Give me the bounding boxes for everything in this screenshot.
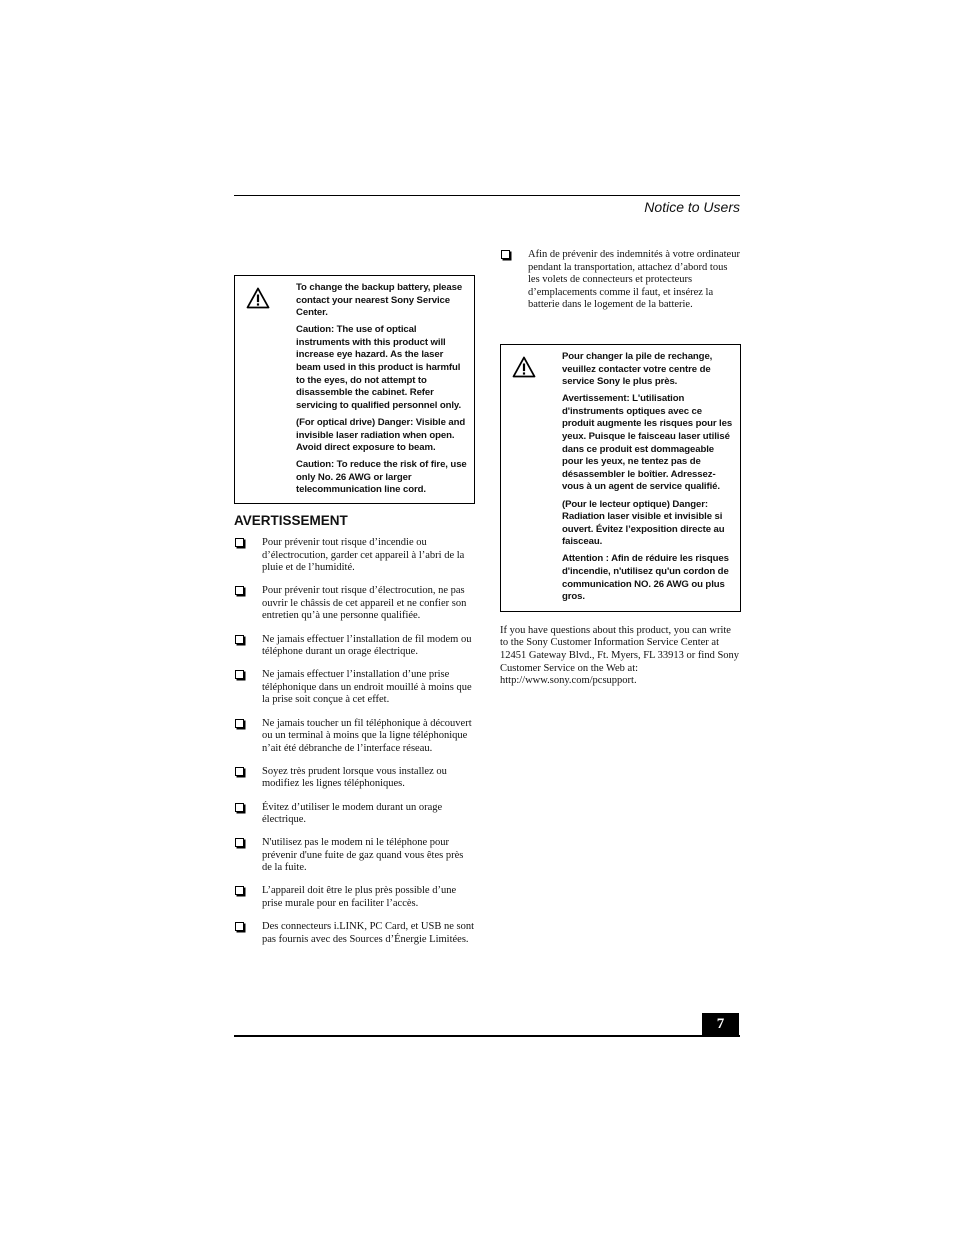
running-title: Notice to Users: [644, 199, 740, 215]
caution-note: Pour changer la pile de rechange, veuillez contacter votre centre de service Sony le plus près.: [562, 350, 713, 388]
warning-list: [234, 537, 475, 946]
caution-note: Avertissement: L'utilisation d'instruments optiques avec ce produit augmente les risques pour les yeux. Puisque le faisceau laser utilisé dans ce produit est dommageable pour les yeux, ne tentez pas de désassembler le boîtier. Adressez-vous à un agent de service qualifié.: [562, 393, 733, 493]
caution-note: Caution: To reduce the risk of fire, use only No. 26 AWG or larger telecommunication line cord.: [296, 459, 467, 496]
list-item: [234, 718, 475, 756]
list-item-text: N'utilisez pas le modem ni le téléphone pour prévenir d'une fuite de gaz quand vous êtes près de la fuite.: [262, 837, 464, 874]
list-item-text: Évitez d’utiliser le modem durant un orage électrique.: [262, 801, 443, 826]
list-item: [234, 885, 475, 910]
caution-notes: [562, 351, 736, 604]
list-item-text: Pour prévenir tout risque d’électrocution, ne pas ouvrir le châssis de cet appareil et ne confier son entretien qu’à une personne qualifiée.: [262, 585, 467, 622]
list-item: [234, 837, 475, 875]
list-item: [234, 802, 475, 827]
list-item-text: Ne jamais effectuer l’installation d’une prise téléphonique dans un endroit mouillé à moins que la prise soit conçue à cet effet.: [262, 669, 472, 706]
header-rule: [234, 195, 740, 196]
checkbox-bullet-icon: [235, 767, 244, 776]
left-column: [234, 275, 475, 957]
list-item: [234, 585, 475, 623]
caution-box-french: [500, 344, 741, 612]
warning-triangle-icon: [512, 356, 536, 378]
caution-box-english: [234, 275, 475, 504]
checkbox-bullet-icon: [235, 886, 244, 895]
section-heading: AVERTISSEMENT: [234, 513, 348, 528]
contact-paragraph: If you have questions about this product, you can write to the Sony Customer Information Service Center at 12451 Gateway Blvd., Ft. Myers, FL 33913 or find Sony Customer Service on the Web at: http://www.sony.com/pcsupport.: [500, 624, 740, 687]
page-number: 7: [702, 1013, 739, 1035]
list-item-text: Pour prévenir tout risque d’incendie ou d’électrocution, garder cet appareil à l’abri de la pluie et de l’humidité.: [262, 537, 465, 574]
caution-note: Caution: The use of optical instruments with this product will increase eye hazard. As the laser beam used in this product is harmful to the eyes, do not attempt to disassemble the cabinet. Refer servicing to qualified personnel only.: [296, 324, 462, 411]
list-item-text: L’appareil doit être le plus près possible d’une prise murale pour en faciliter l’accès.: [262, 885, 457, 910]
caution-note: (Pour le lecteur optique) Danger: Radiation laser visible et invisible si ouvert. Évitez l’exposition directe au faisceau.: [562, 498, 725, 548]
list-item-text: Ne jamais toucher un fil téléphonique à découvert ou un terminal à moins que la ligne téléphonique n’ait été débranche de l’interface réseau.: [262, 717, 472, 754]
list-item: [234, 921, 475, 946]
footer-rule: [234, 1035, 740, 1037]
checkbox-bullet-icon: [235, 635, 244, 644]
right-column: [500, 249, 741, 688]
list-item-text: Des connecteurs i.LINK, PC Card, et USB ne sont pas fournis avec des Sources d’Énergie Limitées.: [262, 921, 475, 945]
checkbox-bullet-icon: [235, 922, 244, 931]
checkbox-bullet-icon: [235, 719, 244, 728]
warning-triangle-icon: [246, 287, 270, 309]
checkbox-bullet-icon: [501, 250, 510, 259]
checkbox-bullet-icon: [235, 586, 244, 595]
list-item: [234, 537, 475, 575]
list-item: [234, 669, 475, 707]
caution-note: Attention : Afin de réduire les risques d'incendie, n'utilisez qu'un cordon de communication NO. 26 AWG ou plus gros.: [562, 553, 729, 603]
caution-note: To change the backup battery, please contact your nearest Sony Service Center.: [296, 282, 463, 319]
list-item: [500, 249, 741, 312]
list-item-text: Ne jamais effectuer l’installation de fil modem ou téléphone durant un orage électrique.: [262, 633, 472, 658]
checkbox-bullet-icon: [235, 538, 244, 547]
caution-note: (For optical drive) Danger: Visible and invisible laser radiation when open. Avoid direct exposure to beam.: [296, 416, 466, 454]
list-item: [234, 766, 475, 791]
list-item: [234, 634, 475, 659]
transport-list: [500, 249, 741, 312]
list-item-text: Soyez très prudent lorsque vous installez ou modifiez les lignes téléphoniques.: [262, 765, 447, 790]
list-item-text: Afin de prévenir des indemnités à votre ordinateur pendant la transportation, attachez d’abord tous les volets de connecteurs et protecteurs d’emplacements comme il faut, et insérez la batterie dans le logement de la batterie.: [528, 249, 740, 311]
caution-notes: [296, 282, 470, 497]
checkbox-bullet-icon: [235, 838, 244, 847]
checkbox-bullet-icon: [235, 670, 244, 679]
checkbox-bullet-icon: [235, 803, 244, 812]
